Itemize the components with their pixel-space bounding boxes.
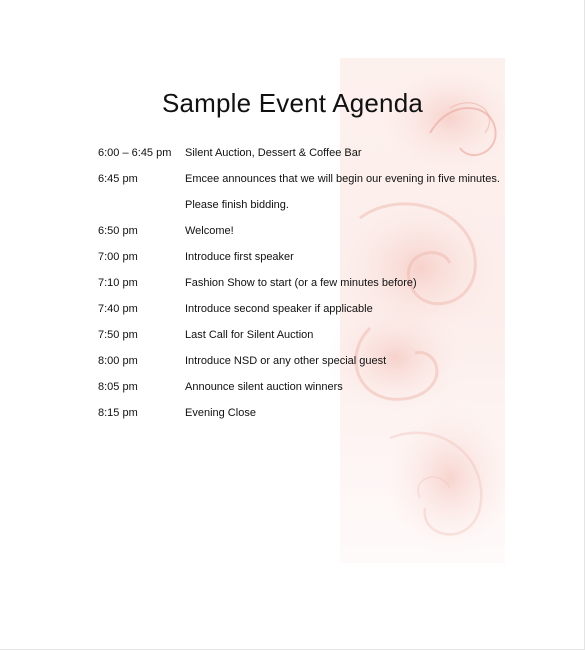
agenda-time: 7:50 pm [98, 329, 138, 341]
agenda-row [98, 140, 518, 166]
agenda-row [98, 218, 518, 244]
agenda-description: Fashion Show to start (or a few minutes before) [185, 277, 417, 289]
agenda-description: Last Call for Silent Auction [185, 329, 314, 341]
agenda-time: 8:00 pm [98, 355, 138, 367]
agenda-time: 6:00 – 6:45 pm [98, 147, 172, 159]
agenda-description: Introduce first speaker [185, 251, 294, 263]
agenda-time: 7:00 pm [98, 251, 138, 263]
agenda-row [98, 400, 518, 426]
agenda-time: 6:45 pm [98, 173, 138, 185]
agenda-description: Evening Close [185, 407, 256, 419]
agenda-time: 7:10 pm [98, 277, 138, 289]
agenda-row [98, 244, 518, 270]
agenda-time [98, 192, 185, 218]
agenda-time: 6:50 pm [98, 225, 138, 237]
agenda-row [98, 270, 518, 296]
agenda-list [98, 140, 518, 426]
agenda-row [98, 296, 518, 322]
agenda-description: Introduce second speaker if applicable [185, 303, 373, 315]
agenda-row [98, 348, 518, 374]
agenda-description: Welcome! [185, 225, 234, 237]
agenda-row [98, 166, 518, 192]
agenda-description: Please finish bidding. [185, 199, 289, 211]
agenda-description: Introduce NSD or any other special guest [185, 355, 387, 367]
agenda-description: Announce silent auction winners [185, 381, 343, 393]
agenda-time: 8:05 pm [98, 381, 138, 393]
agenda-time: 8:15 pm [98, 407, 138, 419]
page-title: Sample Event Agenda [161, 88, 424, 118]
agenda-description: Emcee announces that we will begin our evening in five minutes. [185, 173, 500, 185]
agenda-row [98, 322, 518, 348]
agenda-time: 7:40 pm [98, 303, 138, 315]
agenda-description: Silent Auction, Dessert & Coffee Bar [185, 147, 362, 159]
agenda-row [98, 192, 518, 218]
agenda-row [98, 374, 518, 400]
